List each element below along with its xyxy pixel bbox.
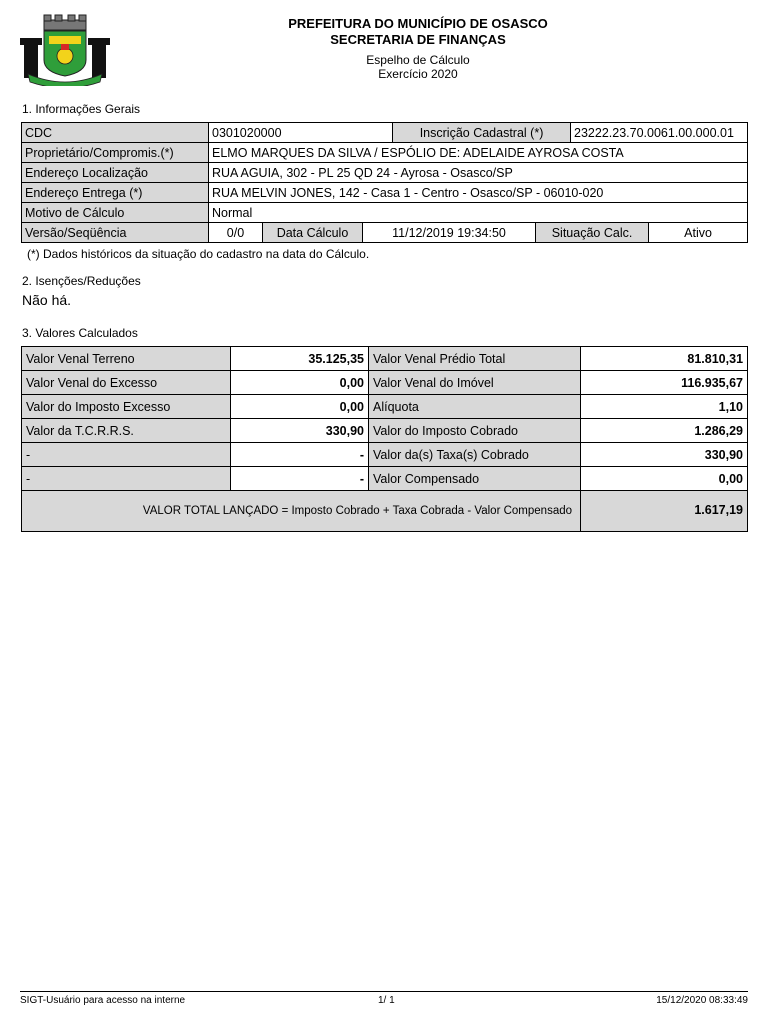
- motivo-value: Normal: [209, 203, 748, 223]
- endereco-entrega-label: Endereço Entrega (*): [22, 183, 209, 203]
- value-amount: 330,90: [231, 419, 369, 443]
- value-amount: -: [231, 467, 369, 491]
- value-label: Alíquota: [369, 395, 581, 419]
- footer-timestamp: 15/12/2020 08:33:49: [656, 995, 748, 1006]
- value-amount: 0,00: [231, 395, 369, 419]
- cdc-label: CDC: [22, 123, 209, 143]
- value-label: Valor da T.C.R.R.S.: [22, 419, 231, 443]
- page-footer: [20, 991, 748, 1008]
- table-row: [22, 163, 748, 183]
- section3-title: 3. Valores Calculados: [22, 326, 138, 340]
- endereco-localizacao-value: RUA AGUIA, 302 - PL 25 QD 24 - Ayrosa - Osasco/SP: [209, 163, 748, 183]
- table-row: [22, 123, 748, 143]
- versao-value: 0/0: [209, 223, 263, 243]
- value-amount: 0,00: [231, 371, 369, 395]
- total-value: 1.617,19: [581, 491, 748, 532]
- document-title: Espelho de Cálculo: [366, 53, 470, 67]
- inscricao-label: Inscrição Cadastral (*): [393, 123, 571, 143]
- data-calculo-value: 11/12/2019 19:34:50: [363, 223, 536, 243]
- fiscal-year: Exercício 2020: [378, 67, 458, 81]
- isencoes-value: Não há.: [22, 292, 72, 308]
- proprietario-value: ELMO MARQUES DA SILVA / ESPÓLIO DE: ADELAIDE AYROSA COSTA: [209, 143, 748, 163]
- total-row: [22, 491, 748, 532]
- table-row: [22, 183, 748, 203]
- historical-data-note: (*) Dados históricos da situação do cadastro na data do Cálculo.: [27, 247, 370, 261]
- total-label: VALOR TOTAL LANÇADO = Imposto Cobrado + Taxa Cobrada - Valor Compensado: [22, 491, 581, 532]
- value-amount: 116.935,67: [581, 371, 748, 395]
- document-header: [240, 16, 596, 81]
- section2-title: 2. Isenções/Reduções: [22, 274, 141, 288]
- value-amount: 1.286,29: [581, 419, 748, 443]
- table-row: [22, 443, 748, 467]
- situacao-label: Situação Calc.: [536, 223, 649, 243]
- value-label: -: [22, 467, 231, 491]
- inscricao-value: 23222.23.70.0061.00.000.01: [571, 123, 748, 143]
- value-amount: 330,90: [581, 443, 748, 467]
- calculated-values-table: [21, 346, 748, 532]
- endereco-localizacao-label: Endereço Localização: [22, 163, 209, 183]
- value-label: Valor Venal do Excesso: [22, 371, 231, 395]
- section1-title: 1. Informações Gerais: [22, 102, 141, 116]
- table-row: [22, 395, 748, 419]
- table-row: [22, 419, 748, 443]
- footer-page-number: 1/ 1: [378, 995, 395, 1006]
- value-label: Valor da(s) Taxa(s) Cobrado: [369, 443, 581, 467]
- cdc-value: 0301020000: [209, 123, 393, 143]
- table-row: [22, 347, 748, 371]
- value-amount: 81.810,31: [581, 347, 748, 371]
- table-row: [22, 203, 748, 223]
- value-label: Valor Venal Prédio Total: [369, 347, 581, 371]
- value-amount: 0,00: [581, 467, 748, 491]
- table-row: [22, 467, 748, 491]
- table-row: [22, 371, 748, 395]
- proprietario-label: Proprietário/Compromis.(*): [22, 143, 209, 163]
- value-label: Valor Venal do Imóvel: [369, 371, 581, 395]
- motivo-label: Motivo de Cálculo: [22, 203, 209, 223]
- general-info-table: [21, 122, 748, 243]
- endereco-entrega-value: RUA MELVIN JONES, 142 - Casa 1 - Centro - Osasco/SP - 06010-020: [209, 183, 748, 203]
- footer-user: SIGT-Usuário para acesso na interne: [20, 995, 186, 1006]
- value-amount: 1,10: [581, 395, 748, 419]
- versao-label: Versão/Seqüência: [22, 223, 209, 243]
- value-amount: -: [231, 443, 369, 467]
- situacao-value: Ativo: [649, 223, 748, 243]
- table-row: [22, 143, 748, 163]
- value-label: Valor Compensado: [369, 467, 581, 491]
- value-label: Valor Venal Terreno: [22, 347, 231, 371]
- value-label: -: [22, 443, 231, 467]
- data-calculo-label: Data Cálculo: [263, 223, 363, 243]
- municipality-title: PREFEITURA DO MUNICÍPIO DE OSASCO: [288, 16, 548, 31]
- value-label: Valor do Imposto Cobrado: [369, 419, 581, 443]
- table-row: [22, 223, 748, 243]
- value-amount: 35.125,35: [231, 347, 369, 371]
- osasco-coat-of-arms-logo: [20, 14, 110, 86]
- department-title: SECRETARIA DE FINANÇAS: [330, 32, 506, 47]
- value-label: Valor do Imposto Excesso: [22, 395, 231, 419]
